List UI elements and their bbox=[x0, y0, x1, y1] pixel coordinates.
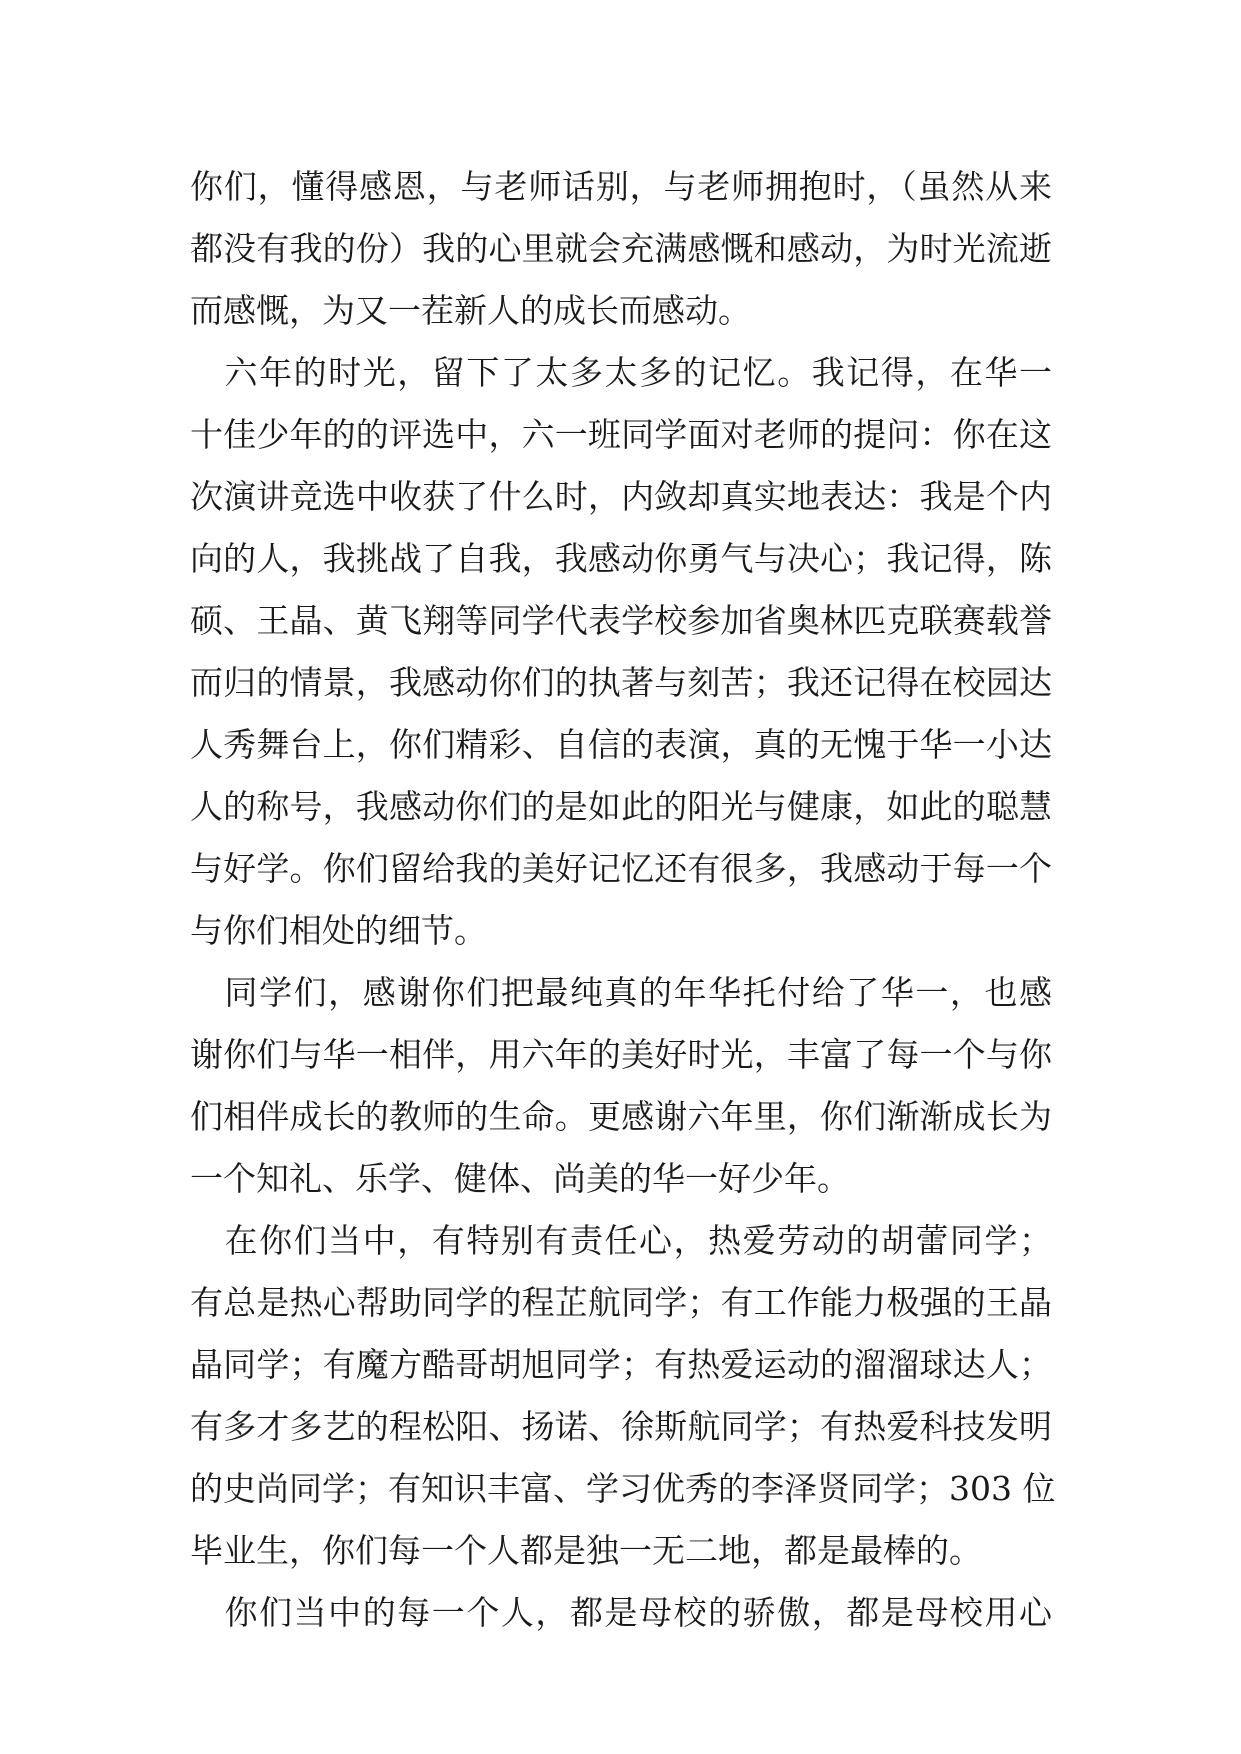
text-line: 同学们，感谢你们把最纯真的年华托付给了华一，也感 bbox=[190, 973, 1052, 1012]
text-line: 六年的时光，留下了太多太多的记忆。我记得，在华一 bbox=[190, 353, 1052, 392]
text-line: 有多才多艺的程松阳、扬诺、徐斯航同学；有热爱科技发明 bbox=[190, 1407, 1052, 1446]
text-line: 在你们当中，有特别有责任心，热爱劳动的胡蕾同学； bbox=[190, 1221, 1052, 1260]
paragraph-4 bbox=[190, 1210, 1056, 1582]
text-line: 而归的情景，我感动你们的执著与刻苦；我还记得在校园达 bbox=[190, 663, 1052, 702]
paragraph-2 bbox=[190, 342, 1052, 962]
text-line: 向的人，我挑战了自我，我感动你勇气与决心；我记得，陈 bbox=[190, 539, 1052, 578]
paragraph-3 bbox=[190, 962, 1052, 1210]
document-body bbox=[190, 156, 1056, 1644]
text-line: 人的称号，我感动你们的是如此的阳光与健康，如此的聪慧 bbox=[190, 787, 1052, 826]
text-line: 的史尚同学；有知识丰富、学习优秀的李泽贤同学；303 位 bbox=[190, 1469, 1056, 1508]
text-line: 次演讲竞选中收获了什么时，内敛却真实地表达：我是个内 bbox=[190, 477, 1052, 516]
text-line: 有总是热心帮助同学的程芷航同学；有工作能力极强的王晶 bbox=[190, 1283, 1052, 1322]
text-line: 毕业生，你们每一个人都是独一无二地，都是最棒的。 bbox=[190, 1531, 982, 1570]
text-line: 人秀舞台上，你们精彩、自信的表演，真的无愧于华一小达 bbox=[190, 725, 1052, 764]
text-line: 十佳少年的的评选中，六一班同学面对老师的提问：你在这 bbox=[190, 415, 1052, 454]
text-line: 都没有我的份）我的心里就会充满感慨和感动，为时光流逝 bbox=[190, 229, 1052, 268]
text-line: 你们当中的每一个人，都是母校的骄傲，都是母校用心 bbox=[190, 1593, 1052, 1632]
text-line: 晶同学；有魔方酷哥胡旭同学；有热爱运动的溜溜球达人； bbox=[190, 1345, 1052, 1384]
text-line: 们相伴成长的教师的生命。更感谢六年里，你们渐渐成长为 bbox=[190, 1097, 1052, 1136]
text-line: 而感慨，为又一茬新人的成长而感动。 bbox=[190, 291, 751, 330]
text-line: 与你们相处的细节。 bbox=[190, 911, 487, 950]
text-line: 与好学。你们留给我的美好记忆还有很多，我感动于每一个 bbox=[190, 849, 1052, 888]
text-line: 谢你们与华一相伴，用六年的美好时光，丰富了每一个与你 bbox=[190, 1035, 1052, 1074]
text-line: 你们，懂得感恩，与老师话别，与老师拥抱时，（虽然从来 bbox=[190, 167, 1052, 206]
text-line: 硕、王晶、黄飞翔等同学代表学校参加省奥林匹克联赛载誉 bbox=[190, 601, 1052, 640]
text-line: 一个知礼、乐学、健体、尚美的华一好少年。 bbox=[190, 1159, 850, 1198]
paragraph-1 bbox=[190, 156, 1052, 342]
paragraph-5 bbox=[190, 1582, 1052, 1644]
